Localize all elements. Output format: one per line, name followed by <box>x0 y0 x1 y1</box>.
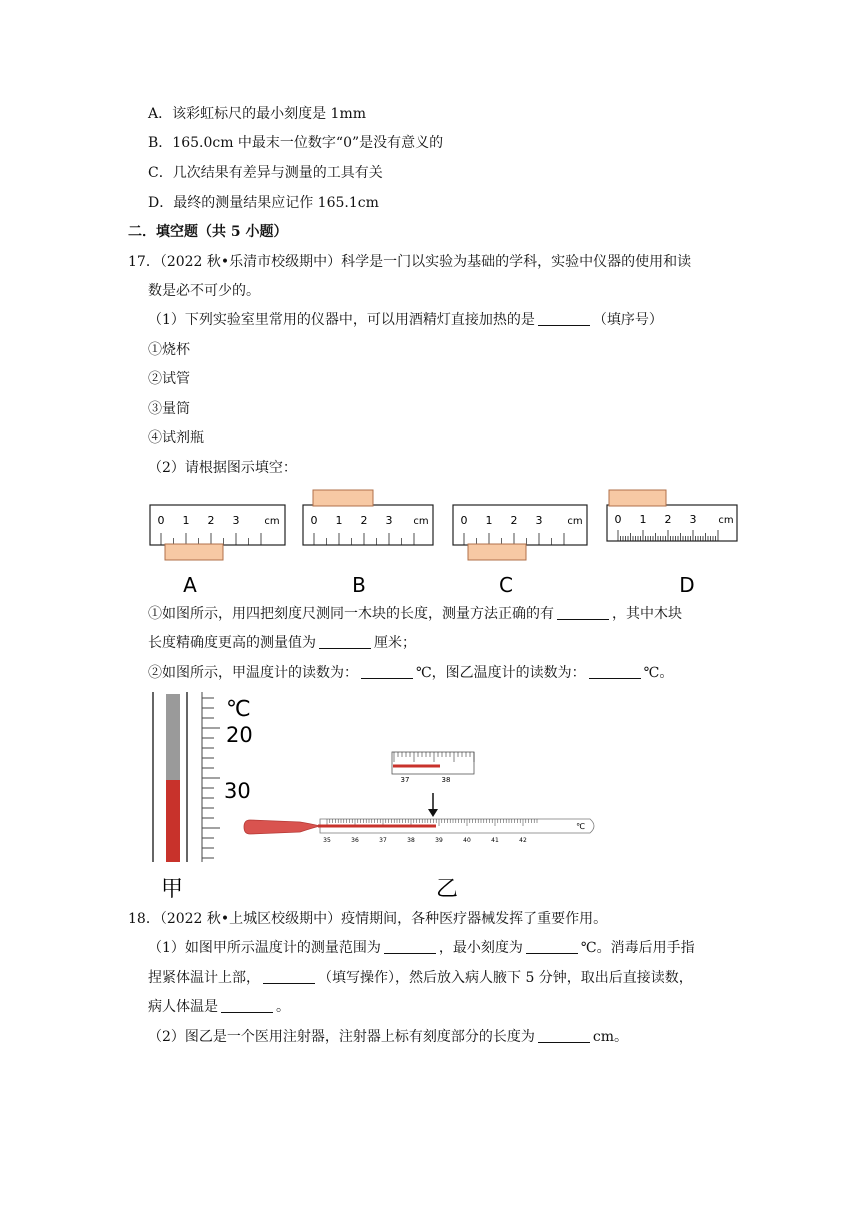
q17-sub2-text-b: ℃，图乙温度计的读数为： <box>416 665 586 681</box>
tick-1: 1 <box>639 513 647 526</box>
q18-line4 <box>148 997 290 1017</box>
tick-unit: cm <box>567 516 583 527</box>
tick-0: 0 <box>460 514 468 527</box>
q18-text-f: 病人体温是 <box>148 999 218 1015</box>
q18-line2 <box>148 938 695 958</box>
answer-blank[interactable] <box>557 605 609 620</box>
tick-2: 2 <box>510 514 518 527</box>
thermometer-yi <box>244 752 594 902</box>
q17-item-1: ①烧杯 <box>148 342 190 358</box>
q17-part2: （2）请根据图示填空： <box>148 460 297 476</box>
answer-blank[interactable] <box>538 1028 590 1043</box>
tick-1: 1 <box>485 514 493 527</box>
q18-text-g: 。 <box>276 999 290 1015</box>
q17-sub2-text-c: ℃。 <box>643 665 674 681</box>
answer-blank[interactable] <box>221 998 273 1013</box>
tick-3: 3 <box>535 514 543 527</box>
label-jia: 甲 <box>160 877 184 902</box>
clinical-tick-40: 40 <box>463 837 471 844</box>
clinical-tick-36: 36 <box>351 837 359 844</box>
answer-blank[interactable] <box>263 969 315 984</box>
clinical-tick-41: 41 <box>491 837 499 844</box>
clinical-tick-42: 42 <box>519 837 527 844</box>
unit-label: ℃ <box>226 697 251 722</box>
inset-tick-38: 38 <box>441 776 451 784</box>
ruler-d <box>607 490 737 541</box>
q18-text-h: （2）图乙是一个医用注射器，注射器上标有刻度部分的长度为 <box>148 1029 535 1045</box>
tick-20: 20 <box>226 723 253 747</box>
tick-30: 30 <box>224 779 251 803</box>
option-c: C．几次结果有差异与测量的工具有关 <box>148 165 383 181</box>
thermo-empty-column <box>166 694 180 782</box>
ruler-label-c: C <box>499 573 513 597</box>
rulers-figure <box>145 488 745 598</box>
q17-item-3: ③量筒 <box>148 401 190 417</box>
q18-text-e: （填写操作），然后放入病人腋下 5 分钟，取出后直接读数， <box>318 970 693 986</box>
q17-part1-text-b: （填序号） <box>592 312 663 328</box>
q17-part1 <box>148 310 663 330</box>
tick-3: 3 <box>689 513 697 526</box>
answer-blank[interactable] <box>361 664 413 679</box>
q17-sub1-text-d: 厘米； <box>374 635 416 651</box>
tick-2: 2 <box>664 513 672 526</box>
clinical-tick-37: 37 <box>379 837 387 844</box>
tick-unit: cm <box>264 516 280 527</box>
wood-block <box>468 544 526 560</box>
q18-line3 <box>148 968 693 988</box>
q17-item-2: ②试管 <box>148 371 190 387</box>
inset-tick-37: 37 <box>400 776 410 784</box>
answer-blank[interactable] <box>526 939 578 954</box>
q17-item-4: ④试剂瓶 <box>148 430 204 446</box>
q17-sub2-text-a: ②如图所示，甲温度计的读数为： <box>148 665 358 681</box>
tick-1: 1 <box>335 514 343 527</box>
tick-2: 2 <box>360 514 368 527</box>
option-a: A．该彩虹标尺的最小刻度是 1mm <box>148 106 367 122</box>
answer-blank[interactable] <box>319 634 371 649</box>
q17-sub1-text-a: ①如图所示，用四把刻度尺测同一木块的长度，测量方法正确的有 <box>148 606 554 622</box>
q18-line5 <box>148 1027 628 1047</box>
q18-text-c: ℃。消毒后用手指 <box>580 940 695 956</box>
clinical-tick-35: 35 <box>323 837 331 844</box>
tick-3: 3 <box>232 514 240 527</box>
clinical-bulb <box>244 820 320 834</box>
q17-sub1-line1 <box>148 604 682 624</box>
answer-blank[interactable] <box>538 311 590 326</box>
label-yi: 乙 <box>435 877 459 902</box>
clinical-unit: ℃ <box>576 822 585 831</box>
section-title: 二．填空题（共 5 小题） <box>128 224 288 240</box>
option-d: D．最终的测量结果应记作 165.1cm <box>148 195 379 211</box>
q17-part1-text-a: （1）下列实验室里常用的仪器中，可以用酒精灯直接加热的是 <box>148 312 535 328</box>
tick-0: 0 <box>310 514 318 527</box>
clinical-tick-39: 39 <box>435 837 443 844</box>
thermometer-jia <box>153 692 253 902</box>
q17-sub1-line2 <box>148 633 416 653</box>
q18-text-b: ，最小刻度为 <box>438 940 523 956</box>
option-b: B．165.0cm 中最末一位数字“0”是没有意义的 <box>148 135 444 151</box>
clinical-tick-38: 38 <box>407 837 415 844</box>
ruler-label-a: A <box>183 573 197 597</box>
tick-0: 0 <box>614 513 622 526</box>
q17-sub2 <box>148 663 673 683</box>
mercury-column <box>166 780 180 862</box>
ruler-b <box>303 490 433 545</box>
wood-block <box>313 490 373 506</box>
q17-sub1-text-c: 长度精确度更高的测量值为 <box>148 635 316 651</box>
q18-line1: 18．（2022 秋•上城区校级期中）疫情期间，各种医疗器械发挥了重要作用。 <box>128 911 608 927</box>
ruler-c <box>453 505 587 560</box>
tick-3: 3 <box>385 514 393 527</box>
tick-1: 1 <box>182 514 190 527</box>
ruler-label-b: B <box>352 573 366 597</box>
q18-text-i: cm。 <box>592 1029 629 1045</box>
tick-0: 0 <box>157 514 165 527</box>
tick-unit: cm <box>413 516 429 527</box>
q17-line2: 数是必不可少的。 <box>148 283 260 299</box>
tick-unit: cm <box>718 515 734 526</box>
wood-block <box>165 544 223 560</box>
q18-text-a: （1）如图甲所示温度计的测量范围为 <box>148 940 381 956</box>
q17-sub1-text-b: ，其中木块 <box>612 606 682 622</box>
ruler-a <box>150 505 285 560</box>
q18-text-d: 捏紧体温计上部， <box>148 970 260 986</box>
thermometers-figure <box>140 690 610 902</box>
ruler-label-d: D <box>679 573 695 597</box>
tick-2: 2 <box>207 514 215 527</box>
wood-block <box>609 490 666 506</box>
thermo-jia-ticks <box>202 692 220 862</box>
answer-blank[interactable] <box>589 664 641 679</box>
q17-line1: 17．（2022 秋•乐清市校级期中）科学是一门以实验为基础的学科，实验中仪器的使用和读 <box>128 254 692 270</box>
answer-blank[interactable] <box>384 939 436 954</box>
